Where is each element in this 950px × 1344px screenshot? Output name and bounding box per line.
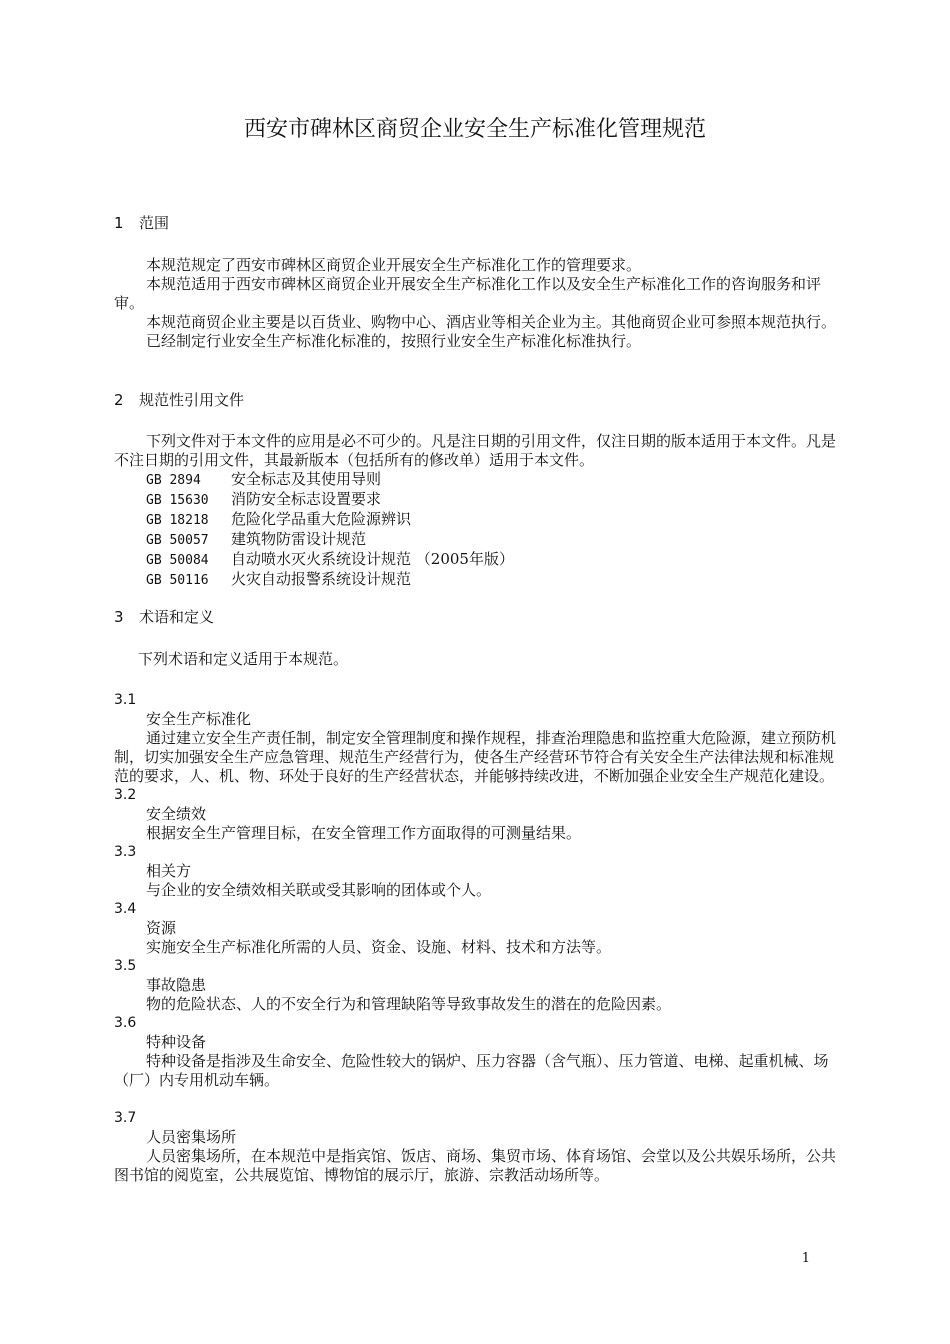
term-definition: 实施安全生产标准化所需的人员、资金、设施、材料、技术和方法等。 — [146, 938, 612, 956]
reference-title: 安全标志及其使用导则 — [231, 470, 382, 488]
reference-item — [146, 470, 838, 490]
paragraph: 下列文件对于本文件的应用是必不可少的。凡是注日期的引用文件，仅注日期的版本适用于本文件。凡是不注日期的引用文件，其最新版本（包括所有的修改单）适用于本文件。 — [114, 432, 837, 469]
term-number: 3.6 — [114, 1015, 137, 1031]
spacer — [114, 1090, 838, 1109]
term-entry — [114, 1109, 838, 1185]
reference-code: GB 18218 — [146, 513, 209, 528]
reference-item — [146, 570, 838, 590]
section-title: 术语和定义 — [139, 608, 215, 626]
section-title: 规范性引用文件 — [139, 391, 245, 409]
page-number: 1 — [801, 1251, 810, 1266]
term-number: 3.3 — [114, 844, 137, 860]
reference-item — [146, 530, 838, 550]
section-heading — [114, 391, 838, 410]
section-references — [114, 391, 838, 410]
paragraph: 本规范商贸企业主要是以百货业、购物中心、酒店业等相关企业为主。其他商贸企业可参照本规范执行。 — [146, 313, 837, 331]
reference-code: GB 15630 — [146, 493, 209, 508]
term-name: 安全绩效 — [146, 805, 207, 823]
paragraph: 下列术语和定义适用于本规范。 — [138, 650, 349, 668]
reference-title: 自动喷水灭火系统设计规范 （2005年版） — [231, 550, 514, 568]
reference-code: GB 2894 — [146, 473, 201, 488]
term-name: 特种设备 — [146, 1033, 207, 1051]
term-name: 安全生产标准化 — [146, 710, 252, 728]
term-entry — [114, 786, 838, 843]
term-definition: 通过建立安全生产责任制，制定安全管理制度和操作规程，排查治理隐患和监控重大危险源，建立预防机制，切实加强安全生产应急管理、规范生产经营行为，使各生产经营环节符合有关安全生产法律法规和标准规范的要求，人、机、物、环处于良好的生产经营状态，并能够持续改进，不断加强企业安全生产规范化建设。 — [114, 729, 837, 785]
reference-title: 危险化学品重大危险源辨识 — [231, 510, 412, 528]
term-definition: 人员密集场所，在本规范中是指宾馆、饭店、商场、集贸市场、体育场馆、会堂以及公共娱乐场所，公共图书馆的阅览室，公共展览馆、博物馆的展示厅，旅游、宗教活动场所等。 — [114, 1147, 837, 1184]
term-name: 资源 — [146, 919, 177, 937]
term-entry — [114, 957, 838, 1014]
section-title: 范围 — [139, 214, 170, 232]
reference-item — [146, 550, 838, 570]
term-entry — [114, 1014, 838, 1090]
section-terms-intro — [114, 650, 838, 669]
section-number: 1 — [114, 214, 124, 232]
term-name: 事故隐患 — [146, 976, 207, 994]
term-number: 3.5 — [114, 958, 137, 974]
term-entry — [114, 843, 838, 900]
paragraph: 本规范适用于西安市碑林区商贸企业开展安全生产标准化工作以及安全生产标准化工作的咨询服务和评审。 — [114, 275, 822, 312]
paragraph: 本规范规定了西安市碑林区商贸企业开展安全生产标准化工作的管理要求。 — [146, 256, 642, 274]
term-definition: 根据安全生产管理目标，在安全管理工作方面取得的可测量结果。 — [146, 824, 582, 842]
term-list — [114, 691, 838, 1185]
term-entry — [114, 900, 838, 957]
reference-item — [146, 490, 838, 510]
section-number: 2 — [114, 391, 124, 409]
term-definition: 特种设备是指涉及生命安全、危险性较大的锅炉、压力容器（含气瓶）、压力管道、电梯、起重机械、场（厂）内专用机动车辆。 — [114, 1052, 829, 1089]
reference-title: 火灾自动报警系统设计规范 — [231, 570, 412, 588]
reference-item — [146, 510, 838, 530]
reference-title: 建筑物防雷设计规范 — [231, 530, 367, 548]
term-name: 相关方 — [146, 862, 192, 880]
reference-code: GB 50116 — [146, 573, 209, 588]
section-number: 3 — [114, 608, 124, 626]
term-number: 3.4 — [114, 901, 137, 917]
document-title: 西安市碑林区商贸企业安全生产标准化管理规范 — [243, 117, 706, 142]
reference-title: 消防安全标志设置要求 — [231, 490, 382, 508]
section-terms — [114, 608, 838, 627]
term-number: 3.2 — [114, 787, 137, 803]
section-references-body — [114, 432, 838, 590]
paragraph: 已经制定行业安全生产标准化标准的，按照行业安全生产标准化标准执行。 — [146, 332, 642, 350]
reference-code: GB 50057 — [146, 533, 209, 548]
section-heading — [114, 214, 838, 233]
term-number: 3.7 — [114, 1110, 137, 1126]
section-heading — [114, 608, 838, 627]
term-entry — [114, 691, 838, 786]
section-scope — [114, 214, 838, 233]
term-name: 人员密集场所 — [146, 1128, 237, 1146]
reference-code: GB 50084 — [146, 553, 209, 568]
section-scope-body — [114, 256, 838, 351]
term-definition: 物的危险状态、人的不安全行为和管理缺陷等导致事故发生的潜在的危险因素。 — [146, 995, 672, 1013]
term-number: 3.1 — [114, 692, 137, 708]
term-definition: 与企业的安全绩效相关联或受其影响的团体或个人。 — [146, 881, 492, 899]
